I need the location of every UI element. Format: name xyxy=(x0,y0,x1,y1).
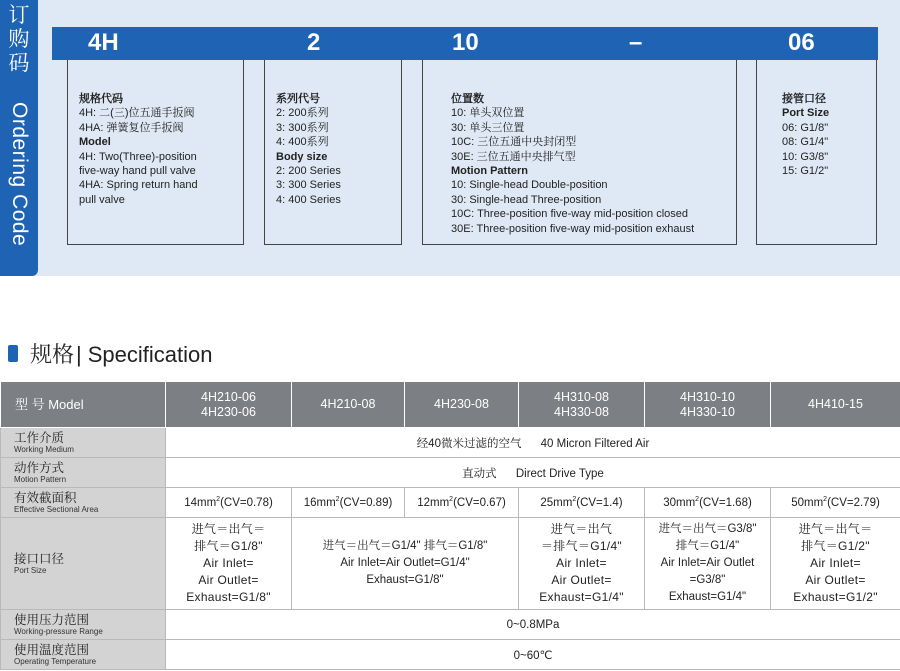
code-dash: – xyxy=(629,29,643,56)
model-name: 4H330-08 xyxy=(554,404,609,419)
box-line: 15: G1/2" xyxy=(782,165,829,178)
box-line: 规格代码 xyxy=(79,93,123,105)
port-line: Exhaust=G1/8" xyxy=(186,590,271,604)
heading-title-cn: 规格 xyxy=(30,342,75,367)
port-line: 排气＝G1/8" xyxy=(194,539,263,553)
area-cv: (CV=0.78) xyxy=(220,496,273,509)
table-row xyxy=(1,518,900,610)
area-cv: (CV=0.89) xyxy=(339,496,393,509)
port-line: Air Inlet= xyxy=(203,556,254,570)
area-base: 50mm xyxy=(791,496,824,509)
port-line: Exhaust=G1/2" xyxy=(793,590,878,604)
box-line: 30E: 三位五通中央排气型 xyxy=(451,150,576,163)
ordering-code-side-tab xyxy=(0,0,38,276)
model-header-cell xyxy=(519,382,645,428)
row-label-temperature xyxy=(1,640,166,670)
side-title-cn xyxy=(0,4,38,76)
port-line: Air Inlet=Air Outlet=G1/4" xyxy=(340,557,470,569)
model-header-cell xyxy=(166,382,292,428)
label-cn: 接口口径 xyxy=(14,551,65,566)
area-base: 30mm xyxy=(663,496,696,509)
port-line: 排气＝G1/2" xyxy=(801,539,870,553)
area-base: 12mm xyxy=(417,496,450,509)
code-port-size: 06 xyxy=(788,29,815,56)
header-row xyxy=(1,382,900,428)
box-line: 4HA: 弹簧复位手扳阀 xyxy=(79,121,184,134)
label-cn: 动作方式 xyxy=(14,460,65,475)
specification-table xyxy=(0,381,900,670)
area-cv: (CV=1.4) xyxy=(576,496,623,509)
row-label-area xyxy=(1,488,166,518)
box-line: 4: 400系列 xyxy=(276,136,329,149)
port-line: 进气＝出气＝G3/8" xyxy=(658,523,757,535)
area-exponent: 2 xyxy=(695,496,700,504)
box-line: Port Size xyxy=(782,107,830,120)
port-line: Air Outlet= xyxy=(805,573,866,587)
area-value xyxy=(771,488,900,518)
box-line: five-way hand pull valve xyxy=(79,165,196,178)
model-name: 4H210-06 xyxy=(201,389,256,404)
box-line: 30: Single-head Three-position xyxy=(451,193,602,206)
box-line: 10: G3/8" xyxy=(782,150,829,163)
area-cv: (CV=1.68) xyxy=(699,496,752,509)
box-line: Model xyxy=(79,136,111,149)
table-row xyxy=(1,610,900,640)
code-body-size: 2 xyxy=(307,29,321,56)
port-line: =G3/8" xyxy=(689,574,726,586)
area-cv: (CV=2.79) xyxy=(827,496,880,509)
box-line: 3: 300系列 xyxy=(276,121,329,134)
box-line: 08: G1/4" xyxy=(782,136,829,149)
area-base: 14mm xyxy=(184,496,217,509)
model-header-cell xyxy=(405,382,519,428)
area-exponent: 2 xyxy=(572,496,577,504)
model-name: 4H310-10 xyxy=(680,389,735,404)
port-line: ＝排气＝G1/4" xyxy=(541,539,622,553)
area-exponent: 2 xyxy=(335,496,340,504)
label-en: Port Size xyxy=(14,565,47,575)
model-name: 4H230-06 xyxy=(201,404,256,419)
row-label-motion xyxy=(1,458,166,488)
port-line: 排气＝G1/4" xyxy=(675,540,740,552)
row-label-medium xyxy=(1,428,166,458)
box-line: 10: 单头双位置 xyxy=(451,107,525,120)
code-bar xyxy=(52,27,878,60)
medium-value: 经40微米过滤的空气 40 Micron Filtered Air xyxy=(166,428,900,458)
label-cn: 工作介质 xyxy=(14,430,65,445)
box-line: 系列代号 xyxy=(276,93,320,105)
box-line: 10C: Three-position five-way mid-position closed xyxy=(451,208,689,221)
table-row xyxy=(1,640,900,670)
port-size-box xyxy=(756,60,877,245)
port-line: Air Outlet= xyxy=(551,573,612,587)
row-label-port xyxy=(1,518,166,610)
area-value xyxy=(645,488,771,518)
box-line: 10: Single-head Double-position xyxy=(451,179,608,192)
motion-value: 直动式 Direct Drive Type xyxy=(166,458,900,488)
area-base: 16mm xyxy=(303,496,336,509)
port-line: 进气＝出气＝ xyxy=(191,522,266,536)
port-line: Air Inlet=Air Outlet xyxy=(660,557,755,569)
area-value xyxy=(292,488,405,518)
side-title-en: Ordering Code xyxy=(8,102,31,247)
box-line: 06: G1/8" xyxy=(782,121,829,134)
area-exponent: 2 xyxy=(216,496,221,504)
box-line: 30E: Three-position five-way mid-position exhaust xyxy=(451,222,695,235)
heading-title-en: Specification xyxy=(87,342,213,367)
label-cn: 使用压力范围 xyxy=(14,612,90,627)
label-cn: 有效截面积 xyxy=(14,490,77,505)
area-cv: (CV=0.67) xyxy=(453,496,506,509)
box-line: 3: 300 Series xyxy=(276,179,341,192)
box-line: Motion Pattern xyxy=(451,165,528,178)
model-code-box xyxy=(67,60,244,245)
model-header-cell xyxy=(292,382,405,428)
area-exponent: 2 xyxy=(823,496,828,504)
port-value xyxy=(645,518,771,610)
label-en: Working Medium xyxy=(14,444,74,454)
box-line: 4HA: Spring return hand xyxy=(79,179,198,192)
port-line: Exhaust=G1/4" xyxy=(668,591,747,603)
model-name: 4H410-15 xyxy=(808,397,863,411)
label-en: Motion Pattern xyxy=(14,474,67,484)
model-name: 4H330-10 xyxy=(680,404,735,419)
area-value xyxy=(519,488,645,518)
model-name: 4H230-08 xyxy=(434,397,489,411)
side-char: 购 xyxy=(8,28,30,51)
box-line: 4H: 二(三)位五通手扳阀 xyxy=(79,107,195,120)
box-line: 4H: Two(Three)-position xyxy=(79,150,197,163)
row-label-pressure xyxy=(1,610,166,640)
port-value xyxy=(292,518,519,610)
port-line: 进气＝出气 xyxy=(550,522,613,536)
area-exponent: 2 xyxy=(449,496,454,504)
box-line: 位置数 xyxy=(451,93,484,105)
area-base: 25mm xyxy=(540,496,573,509)
port-line: Exhaust=G1/8" xyxy=(366,574,444,586)
heading-marker xyxy=(8,345,18,362)
table-row xyxy=(1,428,900,458)
port-line: Exhaust=G1/4" xyxy=(539,590,624,604)
box-line: 2: 200系列 xyxy=(276,107,329,120)
port-line: Air Inlet= xyxy=(556,556,607,570)
port-value xyxy=(519,518,645,610)
temperature-value: 0~60℃ xyxy=(166,640,900,670)
table-row xyxy=(1,488,900,518)
code-position: 10 xyxy=(452,29,479,56)
label-en: Operating Temperature xyxy=(14,656,97,666)
code-model: 4H xyxy=(88,29,119,56)
pressure-value: 0~0.8MPa xyxy=(166,610,900,640)
area-value xyxy=(405,488,519,518)
motion-pattern-box xyxy=(422,60,737,245)
label-en: Working-pressure Range xyxy=(14,626,103,636)
side-char: 订 xyxy=(8,4,30,27)
port-line: 进气＝出气＝ xyxy=(798,522,873,536)
box-line: Body size xyxy=(276,150,328,163)
model-header-label: 型 号 Model xyxy=(1,382,166,428)
box-line: 接管口径 xyxy=(782,93,826,105)
area-value xyxy=(166,488,292,518)
heading-separator: | xyxy=(76,342,82,367)
box-line: 4: 400 Series xyxy=(276,193,341,206)
body-size-box xyxy=(264,60,402,245)
label-cn: 使用温度范围 xyxy=(14,642,90,657)
port-value xyxy=(166,518,292,610)
model-header-cell xyxy=(771,382,900,428)
box-line: 30: 单头三位置 xyxy=(451,121,525,134)
model-header-cell xyxy=(645,382,771,428)
ordering-code-panel xyxy=(0,0,900,276)
table-row xyxy=(1,458,900,488)
box-line: pull valve xyxy=(79,193,125,206)
box-line: 10C: 三位五通中央封闭型 xyxy=(451,136,577,149)
label-en: Effective Sectional Area xyxy=(14,504,99,514)
port-line: Air Inlet= xyxy=(810,556,861,570)
side-char: 码 xyxy=(8,52,30,75)
box-line: 2: 200 Series xyxy=(276,165,341,178)
model-name: 4H310-08 xyxy=(554,389,609,404)
port-value xyxy=(771,518,900,610)
model-name: 4H210-08 xyxy=(320,397,376,411)
port-line: 进气＝出气＝G1/4" 排气＝G1/8" xyxy=(322,540,488,552)
port-line: Air Outlet= xyxy=(198,573,259,587)
